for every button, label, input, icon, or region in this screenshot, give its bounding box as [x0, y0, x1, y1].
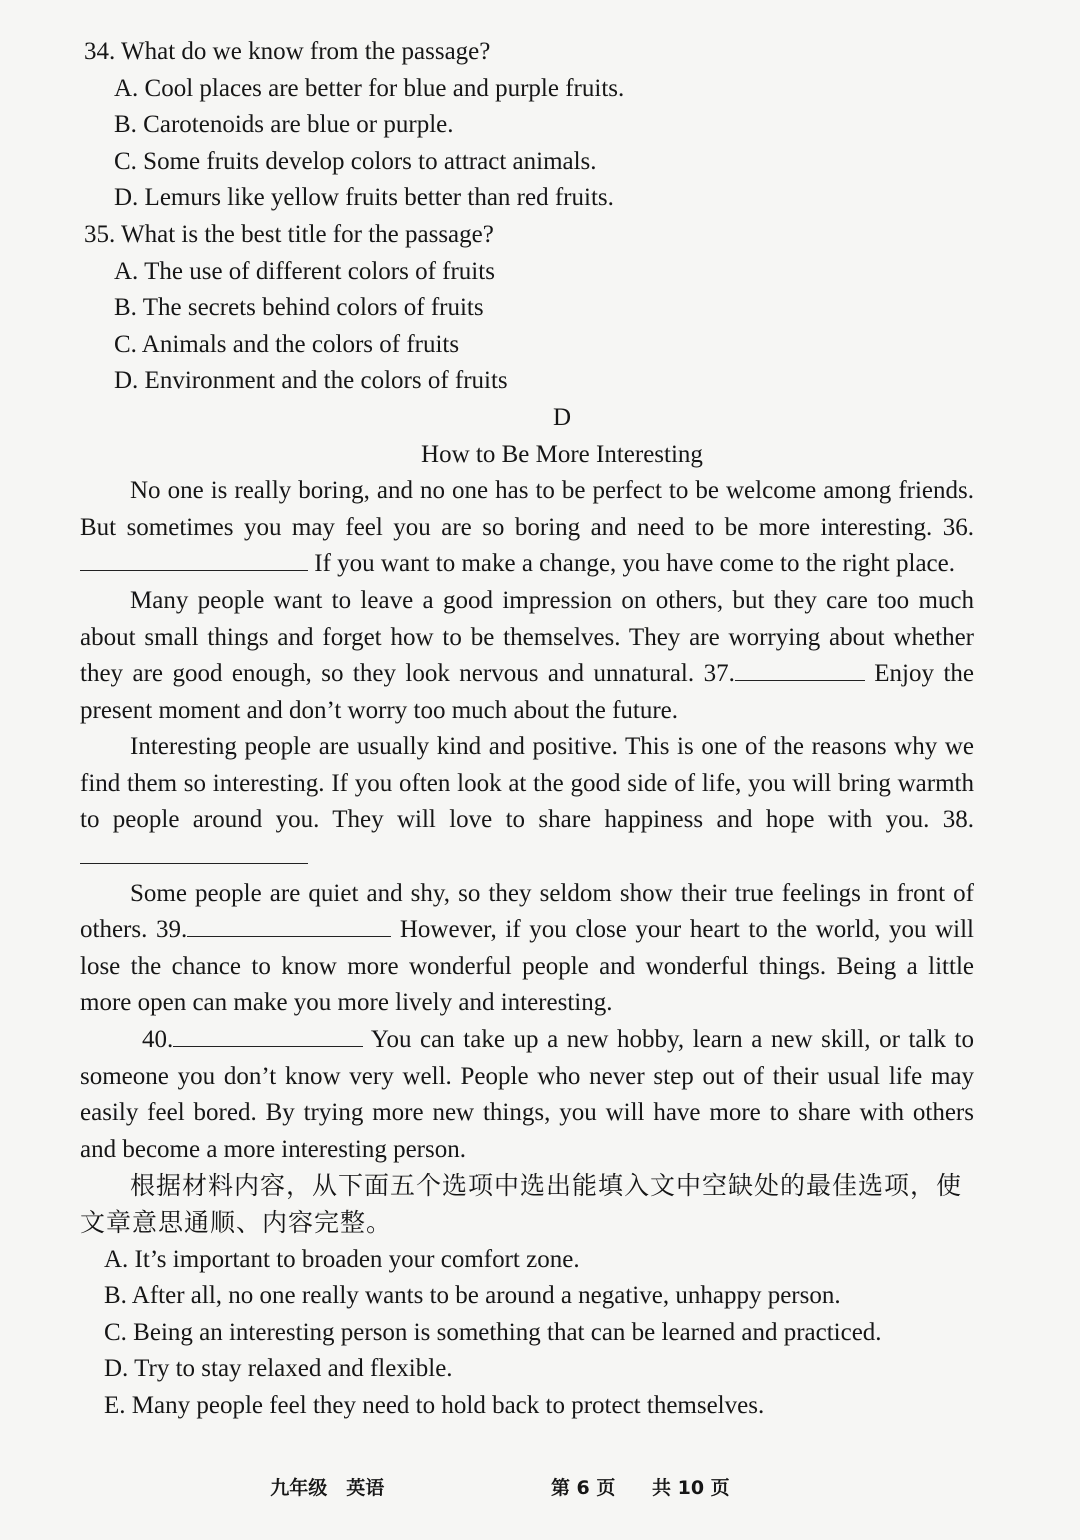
question-35-option-a[interactable]: A. The use of different colors of fruits [114, 257, 495, 285]
footer-total-pages: 共 10 页 [652, 1477, 730, 1499]
paragraph-1 [80, 473, 974, 583]
section-letter: D [552, 403, 572, 431]
question-34-option-a[interactable]: A. Cool places are better for blue and purple fruits. [114, 74, 625, 102]
instruction-text: 根据材料内容，从下面五个选项中选出能填入文中空缺处的最佳选项，使文章意思通顺、内容完整。 [80, 1171, 963, 1237]
question-35-stem: 35. What is the best title for the passage? [84, 220, 494, 248]
choice-a[interactable]: A. It’s important to broaden your comfort zone. [104, 1245, 580, 1273]
choice-d[interactable]: D. Try to stay relaxed and flexible. [104, 1355, 453, 1383]
footer-page-number: 第 6 页 [550, 1477, 616, 1499]
paragraph-4-text-b: However, if you close your heart to the world, you will lose the chance to know more wonderful people and wonderful things. Being a little more open can make you more lively and interesting. [80, 916, 974, 1017]
paragraph-4-text-a: Some people are quiet and shy, so they seldom show their true feelings in front of others. 39. [80, 879, 974, 944]
paragraph-2 [80, 583, 974, 729]
question-35-option-b[interactable]: B. The secrets behind colors of fruits [114, 294, 484, 322]
question-34-option-b[interactable]: B. Carotenoids are blue or purple. [114, 111, 454, 139]
blank-36[interactable] [80, 548, 308, 571]
question-35-option-d[interactable]: D. Environment and the colors of fruits [114, 367, 508, 395]
blank-38[interactable] [80, 841, 308, 864]
choice-e[interactable]: E. Many people feel they need to hold back to protect themselves. [104, 1391, 765, 1419]
question-34-option-d[interactable]: D. Lemurs like yellow fruits better than red fruits. [114, 184, 614, 212]
blank-37[interactable] [735, 658, 865, 681]
paragraph-3 [80, 729, 974, 875]
blank-40[interactable] [173, 1024, 363, 1047]
question-35 [84, 217, 974, 400]
paragraph-1-text-a: No one is really boring, and no one has to be perfect to be welcome among friends. But sometimes you may feel you are so boring and need to be more interesting. 36. [80, 477, 974, 541]
page-footer [0, 1470, 1080, 1507]
paragraph-2-text-b: Enjoy the present moment and don’t worry too much about the future. [80, 660, 974, 724]
paragraph-2-text-a: Many people want to leave a good impression on others, but they care too much about small things and forget how to be themselves. They are worrying about whether they are good enough, so they look nervous and unnatural. 37. [80, 586, 974, 688]
paragraph-5 [80, 1022, 974, 1168]
choice-b[interactable]: B. After all, no one really wants to be around a negative, unhappy person. [104, 1282, 841, 1310]
question-34-option-c[interactable]: C. Some fruits develop colors to attract animals. [114, 147, 597, 175]
paragraph-3-text-a: Interesting people are usually kind and positive. This is one of the reasons why we find them so interesting. If you often look at the good side of life, you will bring warmth to people around you. They will love to share happiness and hope with you. 38. [80, 733, 974, 834]
blank-39[interactable] [187, 914, 391, 937]
paragraph-1-text-b: If you want to make a change, you have come to the right place. [308, 550, 955, 578]
paragraph-5-text-b: You can take up a new hobby, learn a new skill, or talk to someone you don’t know very well. People who never step out of their usual life may easily feel bored. By trying more new things, you will have more to share with others and become a more interesting person. [80, 1026, 974, 1163]
paragraph-4 [80, 876, 974, 1022]
question-35-option-c[interactable]: C. Animals and the colors of fruits [114, 330, 460, 358]
passage-title: How to Be More Interesting [421, 440, 703, 468]
footer-grade-subject: 九年级 英语 [270, 1477, 385, 1499]
paragraph-5-text-a: 40. [142, 1026, 174, 1054]
question-34-stem: 34. What do we know from the passage? [84, 38, 491, 65]
choice-list [80, 1242, 974, 1425]
choice-c[interactable]: C. Being an interesting person is something that can be learned and practiced. [104, 1318, 882, 1346]
question-34 [84, 34, 974, 217]
